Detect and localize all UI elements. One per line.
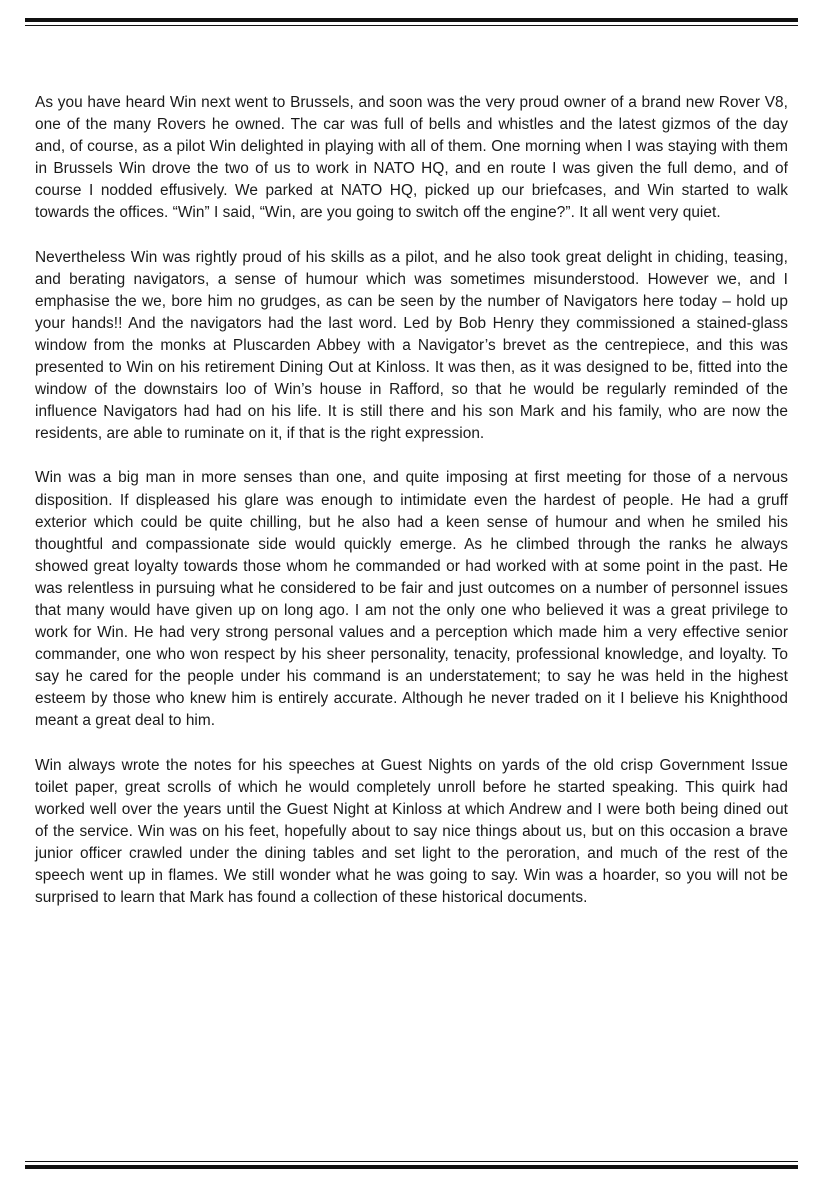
paragraph: Nevertheless Win was rightly proud of his skills as a pilot, and he also took great delight in chiding, teasing, and berating navigators, a sense of humour which was sometimes misunderstood. However we, and I emphasise the we, bore him no grudges, as can be seen by the number of Navigators here today – hold up your hands!! And the navigators had the last word. Led by Bob Henry they commissioned a stained-glass window from the monks at Pluscarden Abbey with a Navigator’s brevet as the centrepiece, and this was presented to Win on his retirement Dining Out at Kinloss. It was then, as it was designed to be, fitted into the window of the downstairs loo of Win’s house in Rafford, so that he would be regularly reminded of the influence Navigators had had on his life. It is still there and his son Mark and his family, who are now the residents, are able to ruminate on it, if that is the right expression. — [35, 248, 788, 443]
paragraph: Win always wrote the notes for his speeches at Guest Nights on yards of the old crisp Government Issue toilet paper, great scrolls of which he would completely unroll before he started speaking. This quirk had worked well over the years until the Guest Night at Kinloss at which Andrew and I were both being dined out of the service. Win was on his feet, hopefully about to say nice things about us, but on this occasion a brave junior officer crawled under the dining tables and set light to the peroration, and much of the rest of the speech went up in flames. We still wonder what he was going to say. Win was a hoarder, so you will not be surprised to learn that Mark has found a collection of these historical documents. — [35, 756, 788, 907]
header-rule-thin-line — [25, 25, 798, 26]
footer-rule-thin-line — [25, 1161, 798, 1162]
paragraph: As you have heard Win next went to Brussels, and soon was the very proud owner of a brand new Rover V8, one of the many Rovers he owned. The car was full of bells and whistles and the latest gizmos of the day and, of course, as a pilot Win delighted in playing with all of them. One morning when I was staying with them in Brussels Win drove the two of us to work in NATO HQ, and en route I was given the full demo, and of course I nodded effusively. We parked at NATO HQ, picked up our briefcases, and Win started to walk towards the offices. “Win” I said, “Win, are you going to switch off the engine?”. It all went very quiet. — [35, 94, 788, 222]
header-rule — [25, 18, 798, 26]
paragraph: Win was a big man in more senses than one, and quite imposing at first meeting for those of a nervous disposition. If displeased his glare was enough to intimidate even the hardest of people. He had a gruff exterior which could be quite chilling, but he also had a keen sense of humour and when he smiled his thoughtful and compassionate side would quickly emerge. As he climbed through the ranks he always showed great loyalty towards those whom he commanded or had worked with at some point in the past. He was relentless in pursuing what he considered to be fair and just outcomes on a number of personnel issues that many would have given up on long ago. I am not the only one who believed it was a great privilege to work for Win. He had very strong personal values and a perception which made him a very effective senior commander, one who won respect by his sheer personality, tenacity, professional knowledge, and loyalty. To say he cared for the people under his command is an understatement; to say he was held in the highest esteem by those who knew him is entirely accurate. Although he never traded on it I believe his Knighthood meant a great deal to him. — [35, 469, 788, 730]
document-body — [35, 92, 788, 931]
header-rule-thick-line — [25, 18, 798, 22]
footer-rule — [25, 1161, 798, 1169]
footer-rule-thick-line — [25, 1165, 798, 1169]
